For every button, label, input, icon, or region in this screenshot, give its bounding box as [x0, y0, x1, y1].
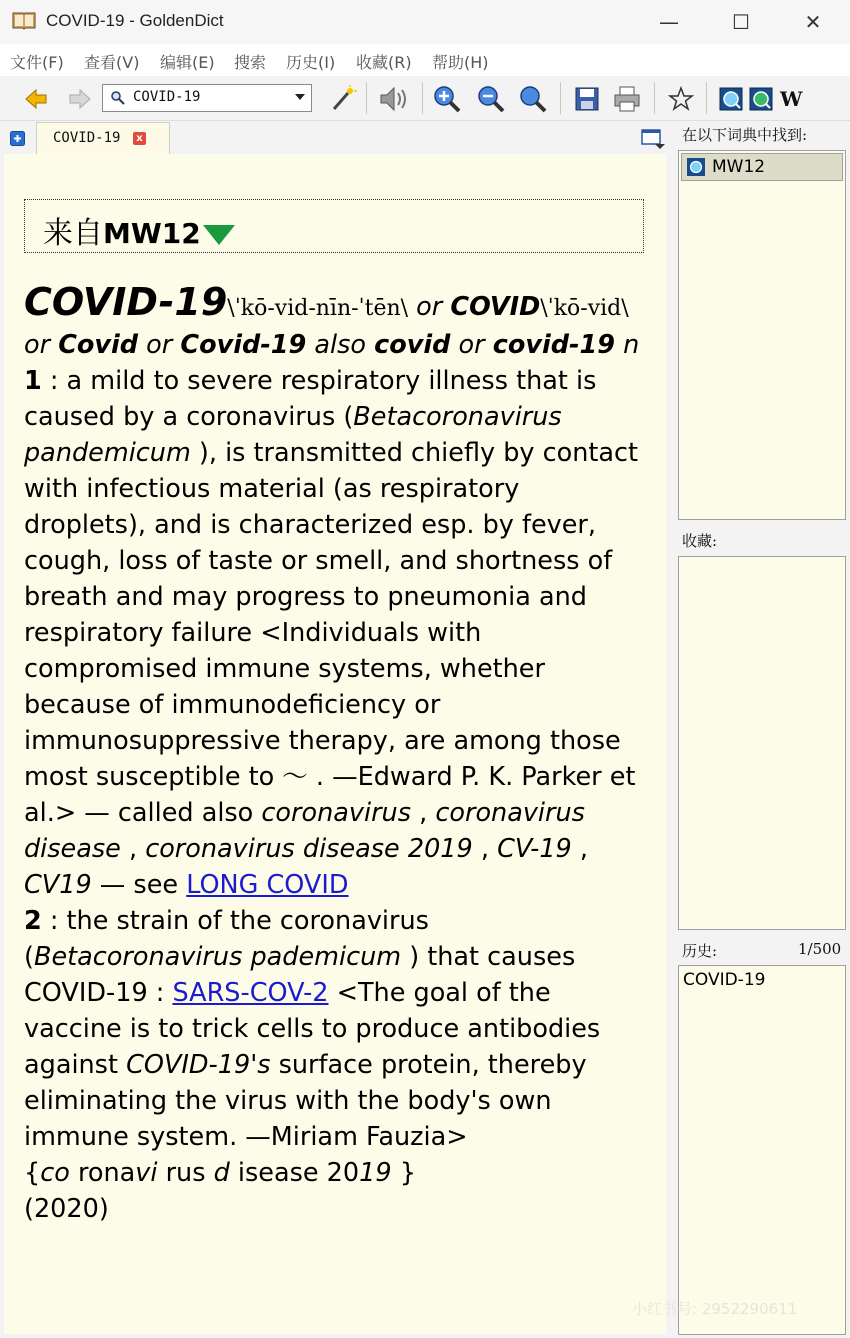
dictionary-icon[interactable] — [748, 84, 774, 114]
history-count: 1/500 — [798, 940, 842, 958]
found-in-label: 在以下词典中找到: — [682, 126, 808, 144]
found-dictionary-label: MW12 — [712, 157, 766, 177]
etymology-brace: { — [24, 1158, 41, 1188]
chevron-down-icon[interactable] — [295, 94, 305, 100]
save-icon[interactable] — [572, 84, 602, 114]
add-tab-icon[interactable] — [10, 131, 25, 146]
synonym: CV-19 — [497, 834, 572, 864]
etymology — [24, 1158, 416, 1188]
sense-number: 1 — [24, 366, 42, 396]
italic-term: COVID-19's — [126, 1050, 271, 1080]
print-icon[interactable] — [612, 84, 642, 114]
pronunciation: \ˈkō-vid\ — [540, 296, 629, 321]
tab-bar — [0, 122, 668, 154]
search-input[interactable]: COVID-19 — [133, 89, 201, 105]
magic-wand-icon[interactable] — [328, 84, 358, 114]
connector-text: or — [458, 330, 485, 360]
article-body: COVID-19\ˈkō-vid-nīn-ˈtēn\ or COVID\ˈkō-vid\ or Covid or Covid-19 also covid or covid-19 n 1 : a mild to severe respiratory illness that is caused by a coronavirus (Betacoronavirus pandemicum ), is transmitted chiefly by contact with infectious material (as respiratory droplets), and is characterized esp. by fever, cough, loss of taste or smell, and shortness of breath and may progress to pneumonia and respiratory failure <Individuals with compromised immune systems, whether because of immunodeficiency or immunosuppressive therapy, are among those most susceptible to ～ . —Edward P. K. Parker et al.> — called also coronavirus , coronavirus disease , coronavirus disease 2019 , CV-19 , CV19 — see LONG COVID 2 : the strain of the coronavirus (Betacoronavirus pademicum ) that causes COVID-19 : SARS-COV-2 <The goal of the vaccine is to trick cells to produce antibodies against COVID-19's surface protein, thereby eliminating the virus with the body's own immune system. —Miriam Fauzia> {co ronavi rus d isease 2019 } (2020) — [24, 280, 640, 1224]
menu-search[interactable]: 搜索 — [234, 53, 267, 72]
back-arrow-icon[interactable] — [22, 84, 52, 114]
menu-help[interactable]: 帮助(H) — [432, 53, 489, 72]
etymology-fragment: vi — [135, 1158, 158, 1188]
close-button[interactable]: ✕ — [804, 10, 822, 34]
scientific-name: Betacoronavirus pandemicum — [24, 402, 562, 468]
toolbar-separator — [422, 82, 423, 114]
etymology-brace: } — [391, 1158, 416, 1188]
synonym: coronavirus disease — [24, 798, 585, 864]
variant-spelling: covid — [374, 330, 451, 360]
close-icon[interactable]: x — [133, 132, 146, 145]
sense-number: 2 — [24, 906, 42, 936]
star-icon[interactable] — [666, 84, 696, 114]
window-title: COVID-19 - GoldenDict — [46, 11, 224, 30]
history-label: 历史: — [682, 942, 718, 960]
etymology-fragment: isease 20 — [229, 1158, 360, 1188]
tab-list-icon[interactable] — [640, 128, 666, 150]
dictionary-icon — [686, 157, 706, 177]
toolbar — [0, 76, 850, 121]
zoom-in-icon[interactable] — [432, 84, 462, 114]
etymology-fragment: 19 — [359, 1158, 392, 1188]
etymology-fragment: rona — [69, 1158, 136, 1188]
headword: COVID-19 — [24, 280, 228, 324]
dictionary-header-text — [43, 208, 235, 252]
dictionary-header[interactable] — [24, 199, 644, 253]
synonym: coronavirus disease 2019 — [145, 834, 473, 864]
connector-text: also — [314, 330, 367, 360]
sense-text: surface protein, thereby eliminating the virus with the body's own immune system. —Miriam Fauzia> — [24, 1050, 587, 1152]
watermark-text: 小红书号: 2952290611 — [632, 1300, 798, 1318]
tab-label: COVID-19 — [53, 130, 121, 146]
link-sars-cov-2[interactable]: SARS-COV-2 — [172, 978, 329, 1008]
scientific-name: Betacoronavirus pademicum — [33, 942, 402, 972]
connector-text: or — [24, 330, 51, 360]
link-long-covid[interactable]: LONG COVID — [186, 870, 349, 900]
history-panel[interactable] — [678, 965, 846, 1335]
minimize-button[interactable]: — — [659, 10, 679, 34]
variant-spelling: Covid — [58, 330, 139, 360]
menu-bar — [0, 44, 850, 76]
zoom-out-icon[interactable] — [476, 84, 506, 114]
sense-text: : the strain of the coronavirus ( — [24, 906, 429, 972]
sense-text: <The goal of the vaccine is to trick cells to produce antibodies against — [24, 978, 601, 1080]
menu-view[interactable]: 查看(V) — [84, 53, 140, 72]
dictionary-icon[interactable] — [718, 84, 744, 114]
part-of-speech: n — [623, 330, 640, 360]
maximize-button[interactable]: ☐ — [732, 10, 750, 34]
svg-text:W: W — [780, 87, 803, 111]
toolbar-separator — [706, 82, 707, 114]
favorites-panel[interactable] — [678, 556, 846, 930]
wikipedia-icon[interactable] — [778, 84, 804, 114]
forward-arrow-icon[interactable] — [64, 84, 94, 114]
found-dictionary-item[interactable] — [681, 153, 843, 181]
see-text: — see — [91, 870, 187, 900]
sidebar — [668, 122, 850, 1338]
variant-spelling: COVID — [450, 292, 541, 322]
synonym: coronavirus — [261, 798, 412, 828]
collapse-triangle-icon[interactable] — [203, 225, 235, 245]
from-prefix: 来自 — [43, 216, 103, 251]
article-view[interactable] — [4, 154, 666, 1334]
menu-favorites[interactable]: 收藏(R) — [356, 53, 412, 72]
found-in-panel[interactable] — [678, 150, 846, 520]
first-use-year: (2020) — [24, 1194, 109, 1224]
book-icon — [12, 10, 36, 30]
search-icon — [110, 90, 126, 106]
speaker-icon[interactable] — [378, 84, 414, 114]
sense-text: ) that causes COVID-19 : — [24, 942, 576, 1008]
favorites-label: 收藏: — [682, 532, 718, 550]
sense-text: ), is transmitted chiefly by contact with infectious material (as respiratory droplets), and is characterized esp. by fever, cough, loss of taste or smell, and shortness of breath and may progress to pneumonia and respiratory failure <Individuals with compromised immune systems, whether because of immunodeficiency or immunosuppressive therapy, are among those most susceptible to ～ . —Edward P. K. Parker et al.> — called also — [24, 438, 639, 828]
zoom-reset-icon[interactable] — [518, 84, 548, 114]
menu-edit[interactable]: 编辑(E) — [160, 53, 215, 72]
synonym: CV19 — [24, 870, 92, 900]
connector-text: or — [416, 292, 443, 322]
etymology-fragment: co — [40, 1158, 70, 1188]
toolbar-separator — [654, 82, 655, 114]
menu-file[interactable]: 文件(F) — [10, 53, 64, 72]
connector-text: or — [146, 330, 173, 360]
tab-covid-19[interactable] — [36, 122, 170, 155]
search-combobox[interactable] — [102, 84, 312, 112]
menu-history[interactable]: 历史(I) — [286, 53, 336, 72]
etymology-fragment: rus — [157, 1158, 214, 1188]
pronunciation: \ˈkō-vid-nīn-ˈtēn\ — [227, 296, 409, 321]
sense-text: : a mild to severe respiratory illness that is caused by a coronavirus ( — [24, 366, 597, 432]
variant-spelling: Covid-19 — [180, 330, 307, 360]
variant-spelling: covid-19 — [492, 330, 616, 360]
title-bar — [0, 0, 850, 44]
history-item[interactable]: COVID-19 — [683, 970, 766, 990]
dictionary-name: MW12 — [103, 217, 201, 250]
toolbar-separator — [560, 82, 561, 114]
etymology-fragment: d — [213, 1158, 230, 1188]
toolbar-separator — [366, 82, 367, 114]
